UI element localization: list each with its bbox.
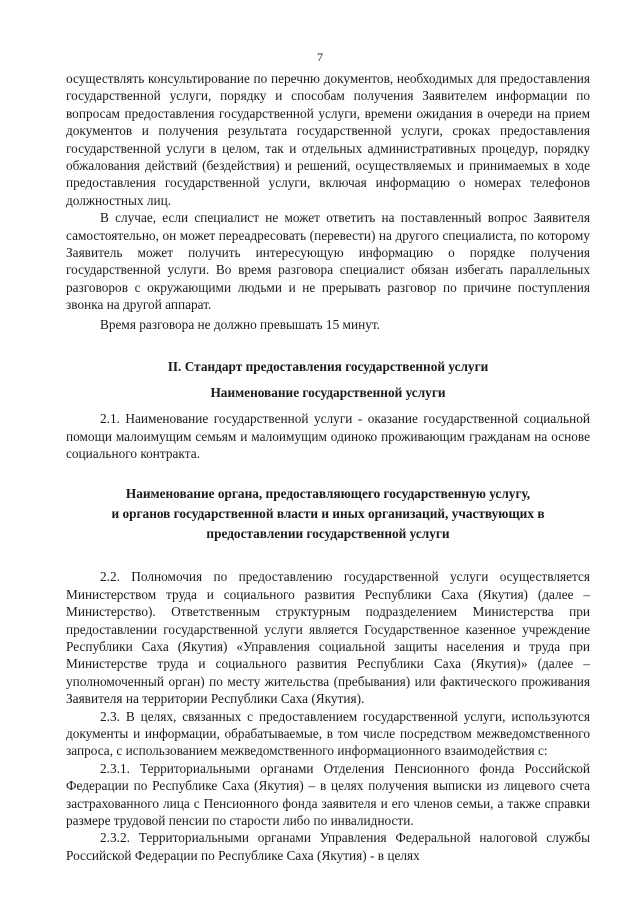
paragraph: 2.2. Полномочия по предоставлению государственной услуги осуществляется Министерством труда и социального развития Республики Саха (Якутия) (далее – Министерство). Ответственным структурным подразделением Министерства при предоставлении государственной услуги является Государственное казенное учреждение Республики Саха (Якутия) «Управления социальной защиты населения и труда при Министерстве труда и социального развития Республики Саха (Якутия)» (далее – уполномоченный орган) по месту жительства (пребывания) или фактического проживания Заявителя на территории Республики Саха (Якутия). (66, 569, 590, 707)
paragraph: 2.3. В целях, связанных с предоставлением государственной услуги, используются документы и информации, обрабатываемые, в том числе посредством межведомственного запроса, с использованием межведомственного информационного взаимодействия с: (66, 708, 590, 759)
subsection-title (66, 484, 590, 544)
page-number: 7 (317, 50, 323, 64)
title-line: предоставлении государственной услуги (206, 526, 450, 542)
paragraph: 2.3.2. Территориальными органами Управления Федеральной налоговой службы Российской Федерации по Республике Саха (Якутия) - в целях (66, 830, 590, 863)
paragraph: 2.1. Наименование государственной услуги - оказание государственной социальной помощи малоимущим семьям и малоимущим одиноко проживающим гражданам на основе социального контракта. (66, 411, 590, 461)
document-body (66, 70, 590, 864)
paragraph: Время разговора не должно превышать 15 минут. (100, 316, 380, 332)
title-line: Наименование органа, предоставляющего государственную услугу, (125, 486, 531, 502)
paragraph: В случае, если специалист не может ответить на поставленный вопрос Заявителя самостоятельно, он может переадресовать (перевести) на другого специалиста, по которому Заявитель может получить интересующую информацию о порядке получения государственной услуги. Во время разговора специалист обязан избегать параллельных разговоров с окружающими людьми и не прерывать разговор по причине поступления звонка на другой аппарат. (66, 210, 590, 313)
subsection-title: Наименование государственной услуги (210, 385, 446, 401)
section-title: II. Стандарт предоставления государственной услуги (167, 359, 489, 375)
paragraph: 2.3.1. Территориальными органами Отделения Пенсионного фонда Российской Федерации по Республике Саха (Якутия) – в целях получения выписки из лицевого счета застрахованного лица с Пенсионного фонда заявителя и его членов семьи, а также справки размере трудовой пенсии по старости либо по инвалидности. (66, 760, 590, 828)
paragraph: осуществлять консультирование по перечню документов, необходимых для предоставления государственной услуги, порядку и способам получения Заявителем информации по вопросам предоставления государственной услуги, времени ожидания в очереди на прием документов и получения результата государственной услуги, сроках предоставления государственной услуги в целом, так и отдельных административных процедур, порядку обжалования действий (бездействия) и решений, осуществляемых и принимаемых в ходе предоставления государственной услуги, включая информацию о номерах телефонов должностных лиц. (66, 71, 590, 208)
title-line: и органов государственной власти и иных организаций, участвующих в (111, 506, 545, 522)
